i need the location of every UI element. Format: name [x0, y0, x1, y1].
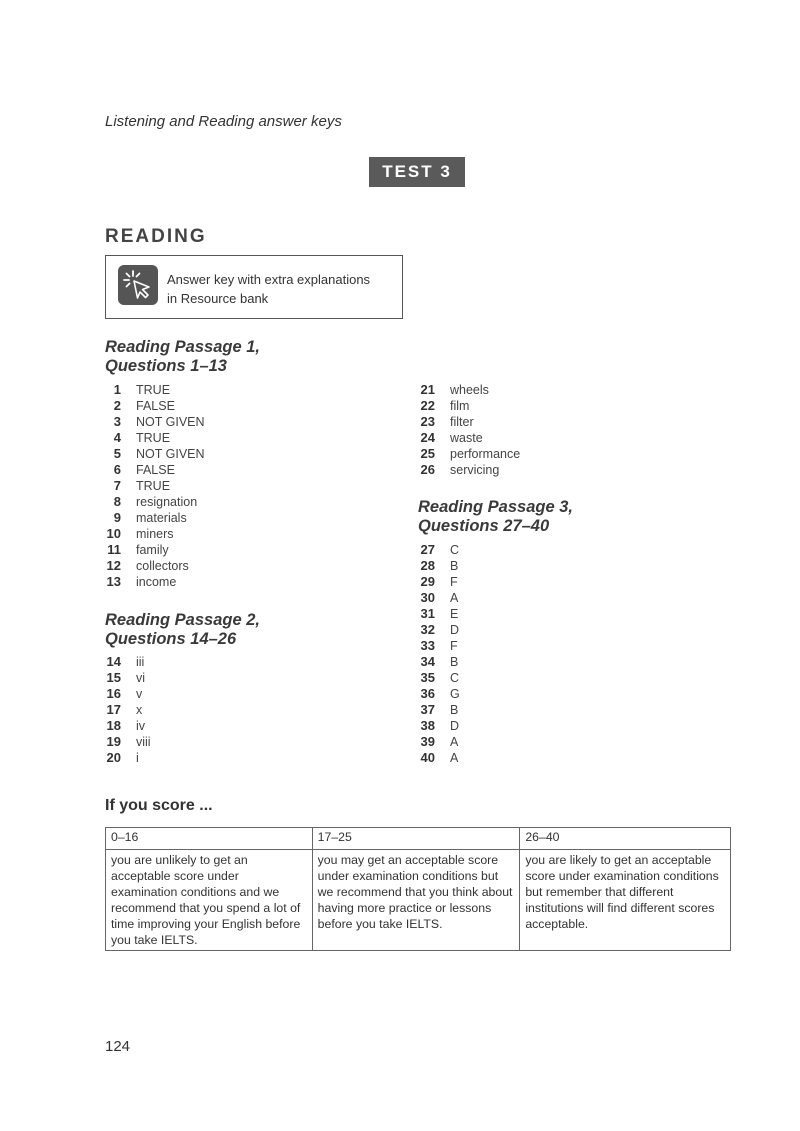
- answer-item: [417, 574, 460, 590]
- question-number: 22: [420, 398, 435, 413]
- answer-text: performance: [450, 447, 521, 461]
- question-number: 33: [420, 638, 435, 653]
- answer-text: NOT GIVEN: [136, 447, 205, 461]
- answer-text: A: [450, 735, 459, 749]
- score-table-row: [106, 850, 731, 951]
- answer-item: [417, 622, 460, 638]
- question-number: 26: [420, 462, 435, 477]
- question-number: 31: [420, 606, 435, 621]
- question-number: 35: [420, 670, 435, 685]
- question-number: 6: [113, 462, 121, 477]
- question-number: 34: [420, 654, 435, 669]
- passage3-questions: Questions 27–40: [418, 517, 550, 535]
- answer-text: FALSE: [136, 463, 175, 477]
- answer-text: wheels: [450, 383, 489, 397]
- test-badge: TEST 3: [369, 157, 465, 187]
- answer-text: G: [450, 687, 460, 701]
- answer-item: [417, 430, 520, 446]
- answer-text: C: [450, 671, 460, 685]
- answer-item: [417, 606, 460, 622]
- answer-text: iii: [136, 655, 145, 669]
- answer-text: C: [450, 543, 460, 557]
- question-number: 9: [113, 510, 121, 525]
- answer-text: FALSE: [136, 399, 175, 413]
- answer-item: [103, 670, 151, 686]
- answer-item: [103, 382, 205, 398]
- answer-item: [103, 686, 151, 702]
- answer-item: [417, 590, 460, 606]
- question-number: 28: [420, 558, 435, 573]
- passage1-answer-list: [103, 382, 205, 590]
- answer-item: [103, 750, 151, 766]
- question-number: 18: [106, 718, 121, 733]
- answer-text: D: [450, 719, 460, 733]
- answer-item: [103, 510, 205, 526]
- answer-item: [103, 702, 151, 718]
- answer-item: [103, 398, 205, 414]
- passage1-heading: [105, 338, 260, 376]
- answer-item: [103, 430, 205, 446]
- question-number: 14: [106, 654, 121, 669]
- question-number: 25: [420, 446, 435, 461]
- passage2-heading: [105, 611, 260, 649]
- answer-item: [417, 398, 520, 414]
- answer-item: [417, 654, 460, 670]
- answer-text: B: [450, 559, 459, 573]
- passage2-answer-list: [103, 654, 151, 766]
- answer-item: [417, 702, 460, 718]
- answer-text: i: [136, 751, 139, 765]
- score-range-high: 26–40: [520, 828, 731, 850]
- answer-item: [103, 734, 151, 750]
- answer-item: [103, 494, 205, 510]
- page-number: 124: [105, 1038, 131, 1055]
- score-table-header-row: [106, 828, 731, 850]
- question-number: 11: [107, 542, 121, 557]
- answer-item: [103, 558, 205, 574]
- passage2-title: Reading Passage 2,: [105, 611, 260, 629]
- answer-item: [103, 414, 205, 430]
- answer-text: TRUE: [136, 479, 171, 493]
- answer-text: E: [450, 607, 459, 621]
- answer-text: v: [136, 687, 143, 701]
- answer-item: [103, 462, 205, 478]
- answer-item: [103, 718, 151, 734]
- answer-text: filter: [450, 415, 474, 429]
- answer-item: [417, 542, 460, 558]
- question-number: 5: [113, 446, 121, 461]
- answer-text: TRUE: [136, 431, 171, 445]
- question-number: 17: [106, 702, 121, 717]
- question-number: 20: [106, 750, 121, 765]
- question-number: 30: [420, 590, 435, 605]
- answer-text: NOT GIVEN: [136, 415, 205, 429]
- answer-item: [417, 734, 460, 750]
- question-number: 29: [420, 574, 435, 589]
- answer-text: film: [450, 399, 470, 413]
- answer-text: B: [450, 703, 459, 717]
- answer-text: resignation: [136, 495, 198, 509]
- question-number: 13: [106, 574, 121, 589]
- passage1-title: Reading Passage 1,: [105, 338, 260, 356]
- answer-item: [417, 382, 520, 398]
- question-number: 37: [420, 702, 435, 717]
- question-number: 36: [420, 686, 435, 701]
- answer-item: [417, 670, 460, 686]
- score-range-mid: 17–25: [312, 828, 520, 850]
- question-number: 19: [106, 734, 121, 749]
- passage2-questions: Questions 14–26: [105, 630, 237, 648]
- passage3-answer-list: [417, 542, 460, 766]
- answer-item: [103, 446, 205, 462]
- answer-text: materials: [136, 511, 187, 525]
- question-number: 32: [420, 622, 435, 637]
- answer-text: A: [450, 591, 459, 605]
- running-head: Listening and Reading answer keys: [105, 113, 342, 130]
- answer-text: collectors: [136, 559, 189, 573]
- question-number: 16: [106, 686, 121, 701]
- question-number: 23: [420, 414, 435, 429]
- section-title: READING: [105, 226, 207, 247]
- answer-item: [103, 542, 205, 558]
- answer-item: [417, 638, 460, 654]
- resource-note-text: [167, 270, 402, 308]
- score-advice-low: you are unlikely to get an acceptable score under examination conditions and we recommend that you spend a lot of time improving your English before you take IELTS.: [106, 850, 313, 951]
- answer-text: D: [450, 623, 460, 637]
- answer-item: [417, 750, 460, 766]
- question-number: 15: [106, 670, 121, 685]
- answer-text: A: [450, 751, 459, 765]
- resource-note-line1: Answer key with extra explanations: [167, 272, 371, 287]
- question-number: 10: [106, 526, 121, 541]
- answer-text: F: [450, 639, 458, 653]
- resource-bank-note: [105, 255, 403, 319]
- score-table: [105, 827, 731, 951]
- passage3-heading: [418, 498, 573, 536]
- answer-text: F: [450, 575, 458, 589]
- answer-text: iv: [136, 719, 146, 733]
- answer-item: [103, 654, 151, 670]
- answer-text: viii: [136, 735, 151, 749]
- answer-item: [417, 462, 520, 478]
- passage1-questions: Questions 1–13: [105, 357, 227, 375]
- question-number: 8: [113, 494, 121, 509]
- question-number: 40: [420, 750, 435, 765]
- answer-item: [417, 718, 460, 734]
- answer-item: [417, 446, 520, 462]
- answer-text: family: [136, 543, 169, 557]
- answer-item: [103, 478, 205, 494]
- score-advice-mid: you may get an acceptable score under examination conditions but we recommend that you think about having more practice or lessons before you take IELTS.: [312, 850, 520, 951]
- answer-text: vi: [136, 671, 146, 685]
- question-number: 39: [420, 734, 435, 749]
- question-number: 3: [113, 414, 121, 429]
- cursor-click-icon: [118, 265, 158, 305]
- answer-text: waste: [450, 431, 483, 445]
- answer-item: [103, 574, 205, 590]
- answer-text: B: [450, 655, 459, 669]
- passage3-title: Reading Passage 3,: [418, 498, 573, 516]
- resource-note-line2: in Resource bank: [167, 291, 269, 306]
- score-heading: If you score ...: [105, 797, 213, 814]
- question-number: 7: [113, 478, 121, 493]
- question-number: 38: [420, 718, 435, 733]
- answer-text: income: [136, 575, 177, 589]
- passage2-answer-list-continued: [417, 382, 520, 478]
- answer-text: x: [136, 703, 143, 717]
- question-number: 4: [113, 430, 121, 445]
- score-advice-high: you are likely to get an acceptable score under examination conditions but remember that different institutions will find different scores acceptable.: [520, 850, 731, 951]
- question-number: 2: [113, 398, 121, 413]
- question-number: 12: [106, 558, 121, 573]
- question-number: 1: [113, 382, 121, 397]
- answer-item: [103, 526, 205, 542]
- answer-item: [417, 558, 460, 574]
- score-range-low: 0–16: [106, 828, 313, 850]
- answer-item: [417, 686, 460, 702]
- answer-text: servicing: [450, 463, 500, 477]
- answer-item: [417, 414, 520, 430]
- question-number: 27: [420, 542, 435, 557]
- answer-text: TRUE: [136, 383, 171, 397]
- question-number: 21: [420, 382, 435, 397]
- answer-text: miners: [136, 527, 174, 541]
- question-number: 24: [420, 430, 435, 445]
